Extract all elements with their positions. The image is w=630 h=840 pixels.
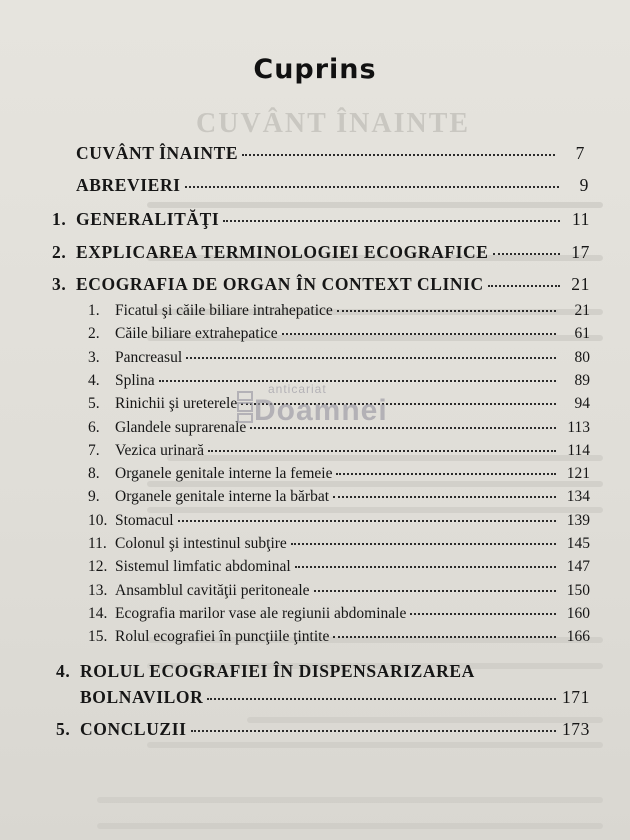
leader-dots bbox=[223, 220, 560, 222]
toc-subentry-number: 7. bbox=[88, 441, 100, 459]
toc-subentry bbox=[88, 349, 590, 367]
leader-dots bbox=[337, 310, 556, 312]
toc-entry-label: ECOGRAFIA DE ORGAN ÎN CONTEXT CLINIC bbox=[76, 274, 484, 294]
toc-subentry-number: 3. bbox=[88, 348, 100, 366]
toc-entry-label: ABREVIERI bbox=[76, 175, 181, 195]
toc-entry-label: CONCLUZII bbox=[80, 719, 187, 739]
toc-subentry-number: 12. bbox=[88, 558, 108, 576]
page-title: Cuprins bbox=[253, 54, 377, 85]
toc-subentry bbox=[88, 442, 590, 460]
leader-dots bbox=[191, 730, 556, 732]
leader-dots bbox=[493, 253, 560, 255]
toc-subentry-label: Sistemul limfatic abdominal bbox=[115, 558, 291, 576]
toc-entry-number: 1. bbox=[52, 209, 67, 229]
toc-entry bbox=[76, 175, 589, 196]
toc-subentry bbox=[88, 628, 590, 646]
watermark-line2: Doamnei bbox=[254, 394, 388, 427]
toc-entry-number: 4. bbox=[56, 661, 71, 681]
toc-subentry-label: Rolul ecografiei în puncţiile ţintite bbox=[115, 628, 330, 646]
toc-subentry-number: 6. bbox=[88, 418, 100, 436]
leader-dots bbox=[410, 613, 556, 615]
leader-dots bbox=[295, 566, 556, 568]
toc-entry-page: 21 bbox=[571, 274, 590, 294]
toc-entry bbox=[76, 143, 585, 164]
toc-subentry bbox=[88, 465, 590, 483]
toc-subentry-number: 4. bbox=[88, 371, 100, 389]
toc-entry bbox=[52, 242, 590, 263]
toc-subentry-page: 160 bbox=[566, 604, 590, 622]
leader-dots bbox=[333, 636, 556, 638]
toc-subentry-number: 9. bbox=[88, 488, 100, 506]
toc-subentry-page: 150 bbox=[566, 581, 590, 599]
leader-dots bbox=[207, 698, 556, 700]
toc-subentry-number: 1. bbox=[88, 302, 100, 319]
toc-subentry-label: Ficatul şi căile biliare intrahepatice bbox=[115, 302, 333, 319]
leader-dots bbox=[242, 154, 555, 156]
leader-dots bbox=[291, 543, 556, 545]
toc-subentry-page: 134 bbox=[566, 488, 590, 506]
toc-entry-label: CUVÂNT ÎNAINTE bbox=[76, 143, 239, 163]
toc-subentry-label: Organele genitale interne la bărbat bbox=[115, 488, 330, 506]
toc-subentry-label: Glandele suprarenale bbox=[115, 418, 247, 436]
toc-subentry-label: Colonul şi intestinul subţire bbox=[115, 535, 287, 552]
toc-entry-page: 11 bbox=[571, 209, 590, 229]
toc-subentry-number: 11. bbox=[88, 535, 107, 552]
toc-subentry bbox=[88, 605, 590, 623]
toc-subentry-number: 5. bbox=[88, 395, 100, 413]
toc-entry bbox=[52, 274, 590, 295]
leader-dots bbox=[314, 590, 556, 592]
toc-entry bbox=[56, 661, 566, 682]
leader-dots bbox=[185, 186, 559, 188]
toc-subentry-label: Ansamblul cavităţii peritoneale bbox=[115, 581, 310, 599]
toc-entry-label: GENERALITĂŢI bbox=[76, 209, 220, 229]
toc-subentry-page: 145 bbox=[566, 535, 590, 552]
toc-subentry-label: Splina bbox=[115, 371, 155, 389]
toc-entry-number: 3. bbox=[52, 274, 67, 294]
toc-subentry-page: 121 bbox=[566, 465, 590, 483]
toc-subentry-page: 113 bbox=[567, 418, 590, 436]
toc-entry-page: 171 bbox=[561, 687, 590, 707]
toc-entry-label: EXPLICAREA TERMINOLOGIEI ECOGRAFICE bbox=[76, 242, 489, 262]
toc-subentry-label: Ecografia marilor vase ale regiunii abdominale bbox=[115, 604, 407, 622]
toc-subentry bbox=[88, 535, 590, 553]
toc-subentry-page: 80 bbox=[574, 348, 590, 366]
toc-subentry-page: 61 bbox=[574, 325, 590, 343]
toc-subentry-label: Stomacul bbox=[115, 511, 174, 529]
watermark-line1: anticariat bbox=[268, 382, 327, 396]
toc-subentry bbox=[88, 325, 590, 343]
toc-subentry-number: 2. bbox=[88, 325, 100, 343]
toc-entry-page: 173 bbox=[561, 719, 590, 739]
watermark bbox=[236, 382, 406, 434]
toc-subentry-label: Pancreasul bbox=[115, 348, 183, 366]
toc-subentry-label: Organele genitale interne la femeie bbox=[115, 465, 333, 483]
toc-subentry-page: 147 bbox=[566, 558, 590, 576]
toc-subentry-number: 10. bbox=[88, 511, 108, 529]
toc-entry bbox=[56, 719, 590, 740]
toc-entry-label: BOLNAVILOR bbox=[80, 687, 204, 707]
toc-entry-label: ROLUL ECOGRAFIEI ÎN DISPENSARIZAREA bbox=[80, 661, 475, 681]
toc-entry-number: 2. bbox=[52, 242, 67, 262]
toc-subentry bbox=[88, 512, 590, 530]
toc-subentry bbox=[88, 558, 590, 576]
toc-subentry-number: 14. bbox=[88, 604, 108, 622]
toc-subentry-page: 21 bbox=[574, 302, 590, 319]
toc-entry-page: 7 bbox=[575, 143, 585, 163]
toc-subentry bbox=[88, 582, 590, 600]
toc-entry bbox=[52, 209, 590, 230]
toc-subentry-label: Vezica urinară bbox=[115, 441, 205, 459]
toc-subentry-label: Rinichii şi ureterele bbox=[115, 395, 238, 413]
leader-dots bbox=[208, 450, 556, 452]
toc-entry-continued bbox=[80, 687, 590, 708]
toc-subentry-page: 166 bbox=[566, 628, 590, 646]
leader-dots bbox=[178, 520, 556, 522]
toc-subentry-number: 15. bbox=[88, 628, 108, 646]
toc-entry-page: 9 bbox=[579, 175, 589, 195]
book-stack-icon bbox=[236, 390, 256, 426]
leader-dots bbox=[336, 473, 556, 475]
leader-dots bbox=[488, 285, 560, 287]
leader-dots bbox=[186, 357, 556, 359]
bleed-through-heading: CUVÂNT ÎNAINTE bbox=[196, 108, 471, 139]
leader-dots bbox=[333, 496, 556, 498]
toc-subentry bbox=[88, 488, 590, 506]
toc-subentry-page: 114 bbox=[567, 441, 590, 459]
toc-subentry-label: Căile biliare extrahepatice bbox=[115, 325, 278, 343]
toc-subentry-number: 13. bbox=[88, 581, 108, 599]
toc-subentry-page: 94 bbox=[574, 395, 590, 413]
toc-subentry-number: 8. bbox=[88, 465, 100, 483]
toc-subentry-page: 139 bbox=[566, 511, 590, 529]
toc-subentry bbox=[88, 302, 590, 320]
toc-entry-page: 17 bbox=[571, 242, 590, 262]
toc-subentry-page: 89 bbox=[574, 371, 590, 389]
leader-dots bbox=[282, 333, 556, 335]
toc-entry-number: 5. bbox=[56, 719, 71, 739]
